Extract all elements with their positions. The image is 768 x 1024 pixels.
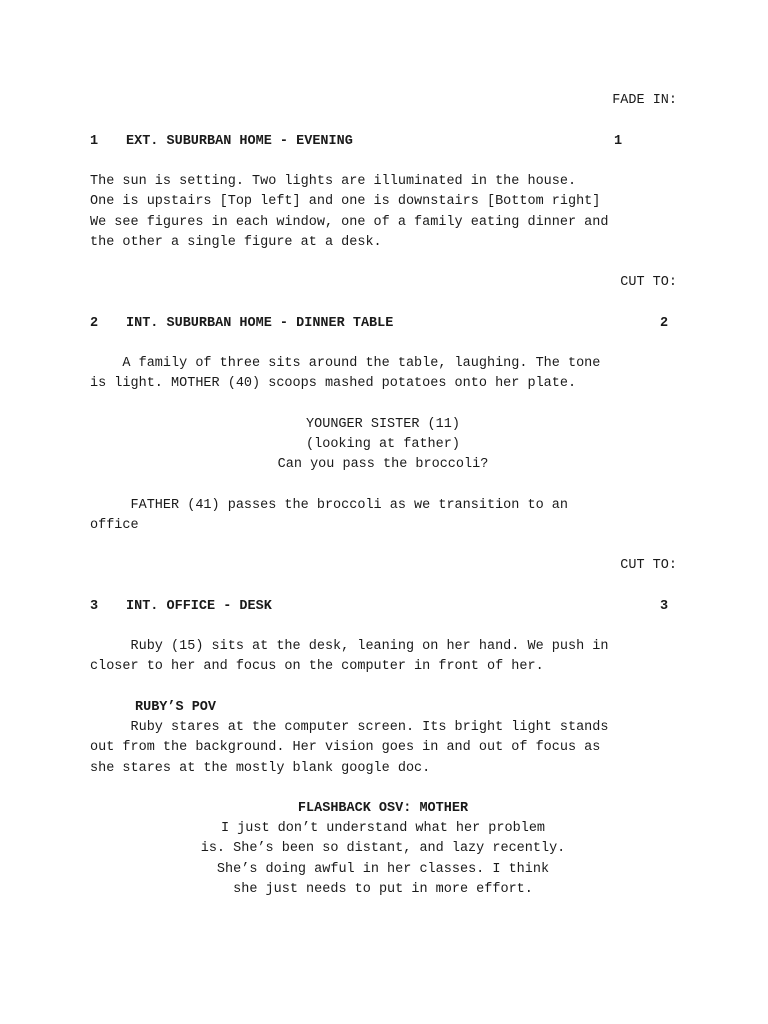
scene-number-left: 2 [90,316,99,331]
dialogue: Can you pass the broccoli? [277,457,489,472]
parenthetical: (looking at father) [306,437,460,452]
dialogue-line: is. She’s been so distant, and lazy recently. [200,841,566,856]
action-line: We see figures in each window, one of a family eating dinner and [90,215,609,230]
scene-number-left: 1 [90,134,99,149]
action-line: closer to her and focus on the computer in front of her. [90,659,544,674]
scene-number-right: 1 [614,134,623,149]
scene-number-right: 2 [660,316,669,331]
scene-heading: INT. SUBURBAN HOME - DINNER TABLE [126,316,394,331]
action-line: she stares at the mostly blank google doc. [90,761,431,776]
character-name: YOUNGER SISTER (11) [306,417,460,432]
action-line: office [90,518,139,533]
scene-heading: INT. OFFICE - DESK [126,599,272,614]
action-line: The sun is setting. Two lights are illuminated in the house. [90,174,577,189]
action-line: A family of three sits around the table, laughing. The tone [90,356,601,371]
action-line: Ruby (15) sits at the desk, leaning on her hand. We push in [90,639,609,654]
dialogue-line: I just don’t understand what her problem [220,821,546,836]
action-line: is light. MOTHER (40) scoops mashed potatoes onto her plate. [90,376,577,391]
dialogue-line: she just needs to put in more effort. [233,882,533,897]
scene-heading: EXT. SUBURBAN HOME - EVENING [126,134,353,149]
dialogue-line: She’s doing awful in her classes. I think [216,862,550,877]
pov-heading: RUBY’S POV [135,700,217,715]
scene-number-left: 3 [90,599,99,614]
action-line: Ruby stares at the computer screen. Its bright light stands [90,720,609,735]
character-name: FLASHBACK OSV: MOTHER [297,801,469,816]
transition-cut-to: CUT TO: [620,558,677,573]
action-line: One is upstairs [Top left] and one is downstairs [Bottom right] [90,194,601,209]
scene-number-right: 3 [660,599,669,614]
action-line: the other a single figure at a desk. [90,235,382,250]
transition-fade-in: FADE IN: [612,93,677,108]
transition-cut-to: CUT TO: [620,275,677,290]
action-line: FATHER (41) passes the broccoli as we transition to an [90,498,568,513]
action-line: out from the background. Her vision goes in and out of focus as [90,740,601,755]
